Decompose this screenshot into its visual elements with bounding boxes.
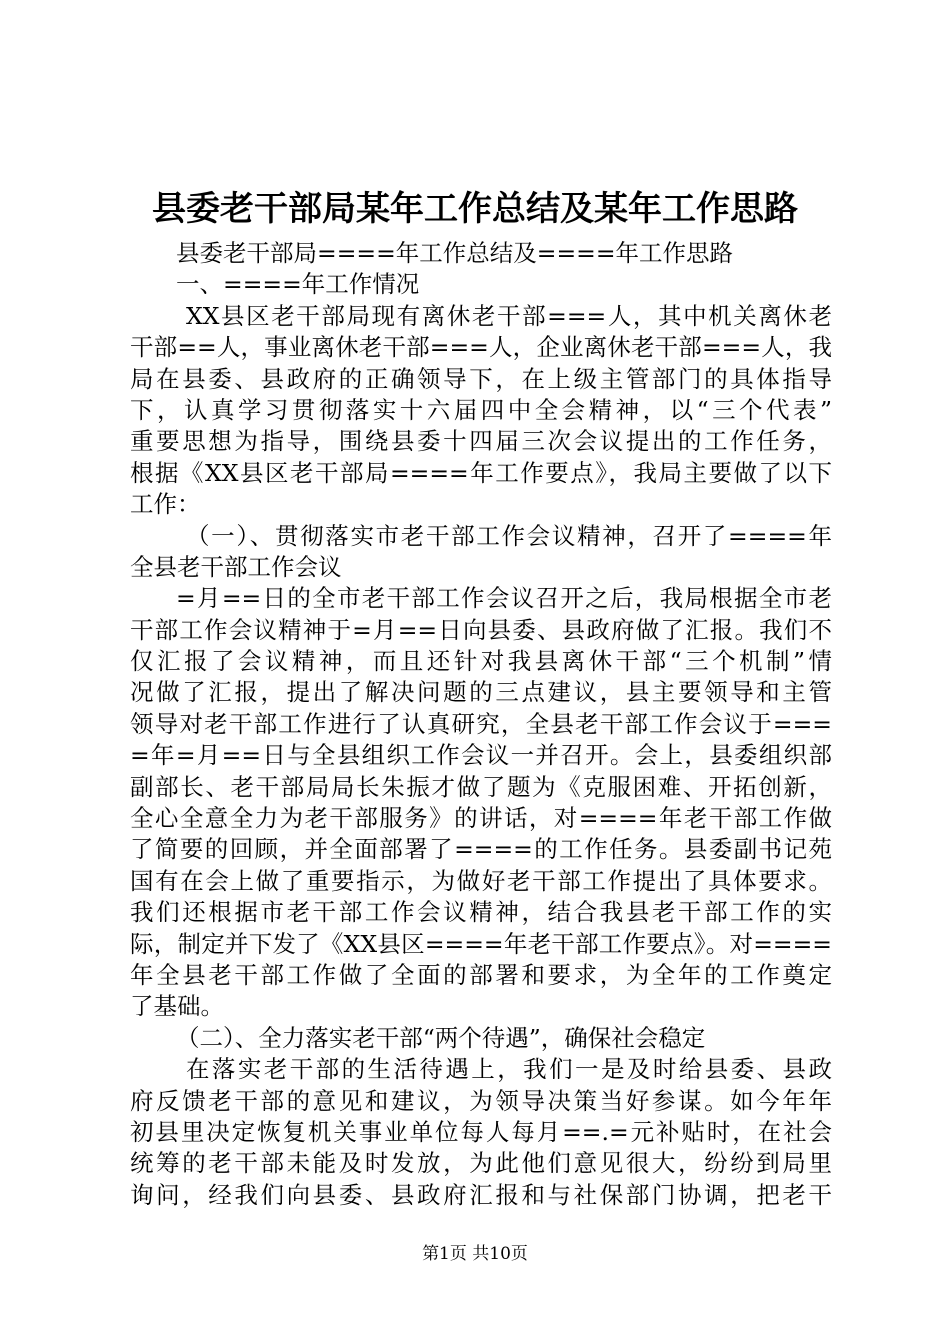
subsection-heading: （一）、贯彻落实市老干部工作会议精神，召开了====年 [186, 521, 832, 550]
paragraph-line: 际，制定并下发了《XX县区====年老干部工作要点》。对==== [130, 929, 832, 958]
paragraph-line: 在落实老干部的生活待遇上，我们一是及时给县委、县政 [186, 1055, 832, 1084]
section-heading: 一、====年工作情况 [176, 270, 420, 299]
subsection-heading: 全县老干部工作会议 [130, 552, 342, 581]
paragraph-line: =年=月==日与全县组织工作会议一并召开。会上，县委组织部 [130, 741, 832, 770]
subtitle-line: 县委老干部局====年工作总结及====年工作思路 [176, 239, 734, 267]
paragraph-line: =月==日的全市老干部工作会议召开之后，我局根据全市老 [176, 584, 832, 613]
paragraph-line: 领导对老干部工作进行了认真研究，全县老干部工作会议于=== [130, 709, 832, 738]
paragraph-line: 下，认真学习贯彻落实十六届四中全会精神，以“三个代表” [130, 395, 832, 424]
paragraph-line: 了基础。 [130, 992, 224, 1021]
paragraph-line: 统筹的老干部未能及时发放，为此他们意见很大，纷纷到局里 [130, 1149, 832, 1178]
document-body [130, 238, 832, 1211]
paragraph-line: 全心全意全力为老干部服务》的讲话，对====年老干部工作做 [130, 804, 832, 833]
paragraph-line: 副部长、老干部局局长朱振才做了题为《克服困难、开拓创新， [130, 772, 832, 801]
paragraph-line: 根据《XX县区老干部局====年工作要点》，我局主要做了以下 [130, 458, 832, 487]
paragraph-line: XX县区老干部局现有离休老干部===人，其中机关离休老 [186, 301, 832, 330]
paragraph-line: 府反馈老干部的意见和建议，为领导决策当好参谋。如今年年 [130, 1086, 832, 1115]
paragraph-line: 询问，经我们向县委、县政府汇报和与社保部门协调，把老干 [130, 1180, 832, 1209]
document-title: 县委老干部局某年工作总结及某年工作思路 [152, 189, 798, 229]
paragraph-line: 工作： [130, 490, 201, 519]
paragraph-line: 重要思想为指导，围绕县委十四届三次会议提出的工作任务， [130, 427, 832, 456]
paragraph-line: 年全县老干部工作做了全面的部署和要求，为全年的工作奠定 [130, 960, 832, 989]
subsection-heading: （二）、全力落实老干部“两个待遇”，确保社会稳定 [176, 1023, 706, 1052]
page-footer: 第1页 共10页 [422, 1244, 528, 1264]
paragraph-line: 局在县委、县政府的正确领导下，在上级主管部门的具体指导 [130, 364, 832, 393]
paragraph-line: 干部工作会议精神于=月==日向县委、县政府做了汇报。我们不 [130, 615, 832, 644]
paragraph-line: 国有在会上做了重要指示，为做好老干部工作提出了具体要求。 [130, 866, 832, 895]
paragraph-line: 仅汇报了会议精神，而且还针对我县离休干部“三个机制”情 [130, 647, 832, 676]
paragraph-line: 我们还根据市老干部工作会议精神，结合我县老干部工作的实 [130, 898, 832, 927]
paragraph-line: 况做了汇报，提出了解决问题的三点建议，县主要领导和主管 [130, 678, 832, 707]
paragraph-line: 干部==人，事业离休老干部===人，企业离休老干部===人，我 [130, 333, 832, 362]
paragraph-line: 了简要的回顾，并全面部署了====的工作任务。县委副书记苑 [130, 835, 832, 864]
paragraph-line: 初县里决定恢复机关事业单位每人每月==.=元补贴时，在社会 [130, 1117, 832, 1146]
